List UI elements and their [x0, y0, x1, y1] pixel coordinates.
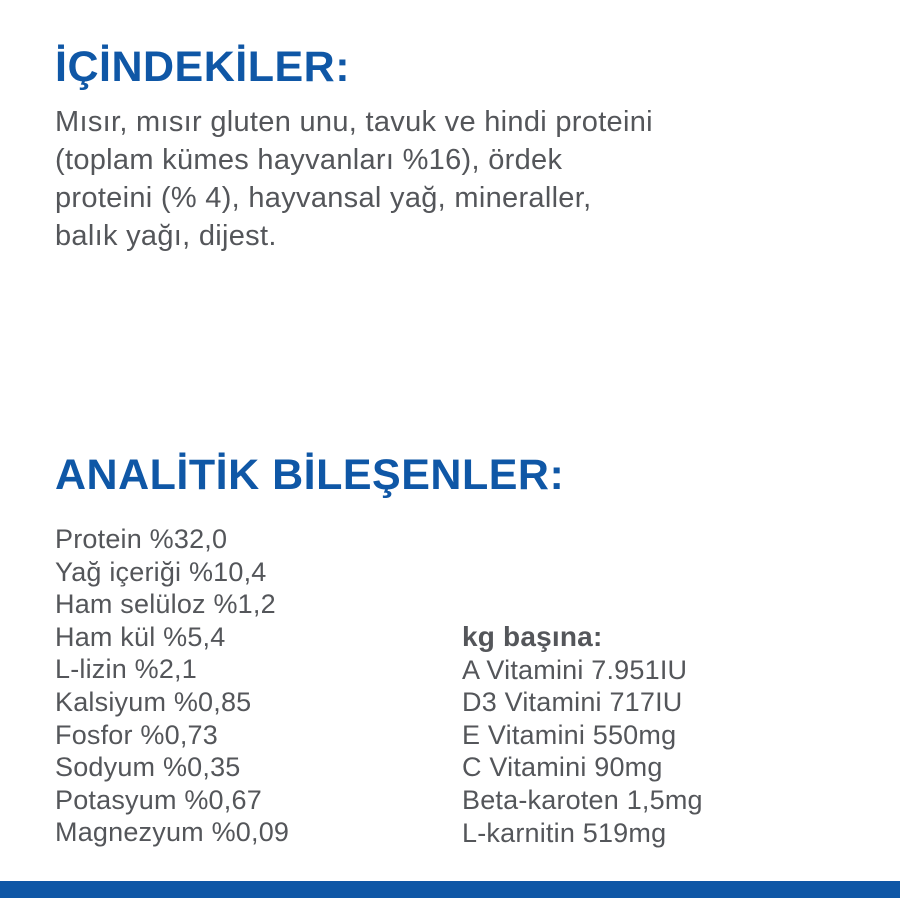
per-kg-item: C Vitamini 90mg	[462, 752, 663, 783]
analytical-component-item: Potasyum %0,67	[55, 784, 262, 815]
ingredients-text-line: proteini (% 4), hayvansal yağ, mineraller,	[55, 182, 592, 214]
ingredients-text	[55, 103, 653, 255]
per-kg-panel	[462, 621, 703, 849]
ingredients-text-line: balık yağı, dijest.	[55, 220, 277, 252]
analytical-component-item: Magnezyum %0,09	[55, 817, 290, 848]
analytical-component-item: Yağ içeriği %10,4	[55, 556, 267, 587]
per-kg-item: Beta-karoten 1,5mg	[462, 784, 703, 815]
per-kg-list	[462, 654, 703, 850]
bottom-accent-bar	[0, 881, 900, 898]
analytical-component-item: Ham kül %5,4	[55, 621, 226, 652]
per-kg-item: A Vitamini 7.951IU	[462, 654, 688, 685]
ingredients-text-line: (toplam kümes hayvanları %16), ördek	[55, 144, 563, 176]
per-kg-heading: kg başına:	[462, 621, 603, 652]
analytical-component-item: Sodyum %0,35	[55, 752, 241, 783]
ingredients-heading: İÇİNDEKİLER:	[55, 43, 351, 91]
analytical-components-heading: ANALİTİK BİLEŞENLER:	[55, 451, 565, 499]
analytical-component-item: L-lizin %2,1	[55, 654, 197, 685]
analytical-component-item: Protein %32,0	[55, 524, 228, 554]
analytical-component-item: Fosfor %0,73	[55, 719, 218, 750]
per-kg-item: D3 Vitamini 717IU	[462, 687, 683, 718]
analytical-components-list	[55, 523, 289, 849]
per-kg-item: E Vitamini 550mg	[462, 719, 677, 750]
analytical-component-item: Kalsiyum %0,85	[55, 686, 252, 717]
per-kg-item: L-karnitin 519mg	[462, 817, 667, 848]
analytical-component-item: Ham selüloz %1,2	[55, 589, 276, 620]
ingredients-text-line: Mısır, mısır gluten unu, tavuk ve hindi proteini	[55, 106, 653, 138]
